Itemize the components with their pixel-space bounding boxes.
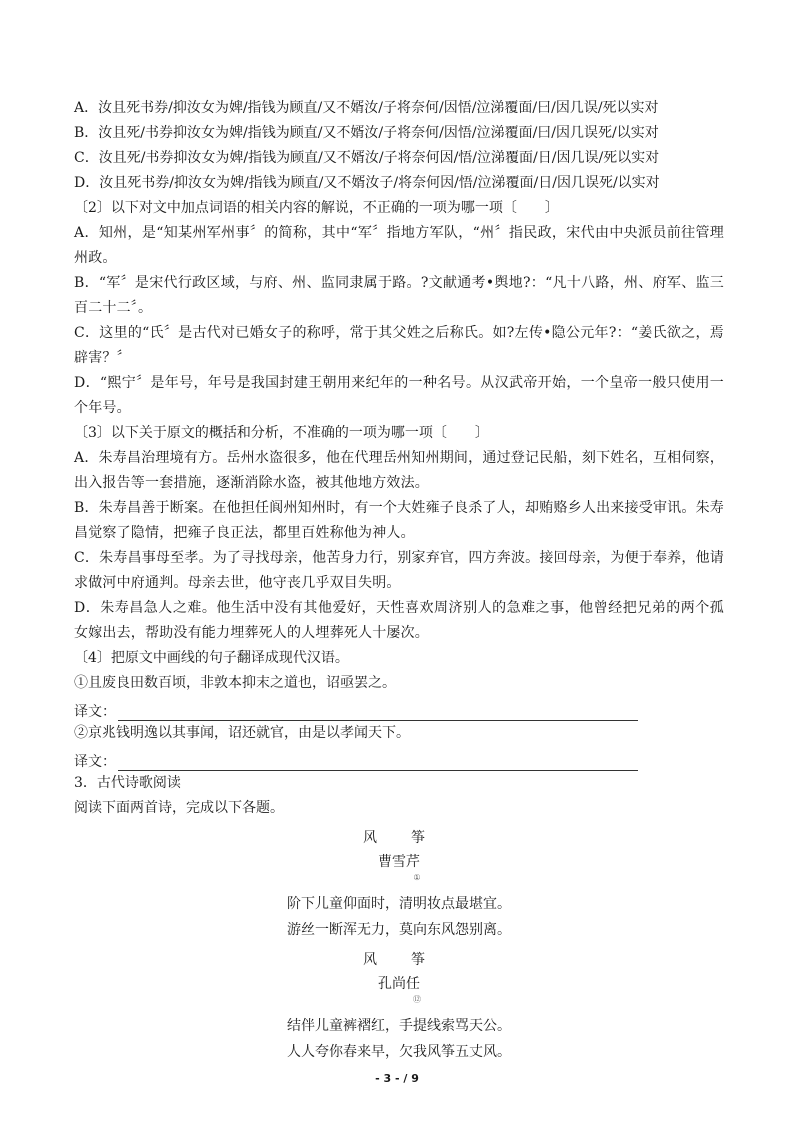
poem-2 xyxy=(74,947,724,1065)
question-3 xyxy=(74,421,724,646)
question-3-option-a: A．朱寿昌治理境有方。岳州水盗很多，他在代理岳州知州期间，通过登记民船，刻下姓名，互相伺察，出入报告等一套措施，逐渐消除水盗，被其他地方效法。 xyxy=(74,450,724,491)
translation-1-field[interactable] xyxy=(118,702,638,721)
translation-2-row xyxy=(74,746,724,771)
option-c: C．汝且死/书券抑汝女为婢/指钱为顾直/又不婿汝/子将奈何因/悟/泣涕覆面/日/因几误/死以实对 xyxy=(74,150,660,166)
poem-1-author: 曹雪芹 xyxy=(378,854,420,870)
question-2-stem: 〔2〕以下对文中加点词语的相关内容的解说，不正确的一项为哪一项〔 〕 xyxy=(74,200,559,216)
question-4 xyxy=(74,646,724,771)
question-2 xyxy=(74,196,724,421)
poem-2-line-2: 人人夸你春来早，欠我风筝五丈风。 xyxy=(287,1044,511,1060)
page-number: - 3 - / 9 xyxy=(375,1072,419,1085)
question-2-option-b: B．“军〞是宋代行政区域，与府、州、监同隶属于路。?文献通考•舆地?：“凡十八路，州、府军、监三百二十二〞。 xyxy=(74,275,724,316)
section-3-instruction: 阅读下面两首诗，完成以下各题。 xyxy=(74,800,284,816)
translation-2-label: 译文： xyxy=(74,754,116,770)
translation-1-label: 译文： xyxy=(74,704,116,720)
poem-1 xyxy=(74,825,724,943)
sentence-2: ②京兆钱明逸以其事闻，诏还就官，由是以孝闻天下。 xyxy=(74,725,410,741)
poem-1-line-1: 阶下儿童仰面时，清明妆点最堪宜。 xyxy=(287,896,511,912)
poem-1-line-2: 游丝一断浑无力，莫向东风怨别离。 xyxy=(287,922,511,938)
poem-1-title: 风 筝 xyxy=(363,830,435,846)
poem-2-author: 孔尚任 xyxy=(378,976,420,992)
translation-1-row xyxy=(74,696,724,721)
question-3-option-b: B．朱寿昌善于断案。在他担任阆州知州时，有一个大姓雍子良杀了人，却贿赂乡人出来接受审讯。朱寿昌觉察了隐情，把雍子良正法，都里百姓称他为神人。 xyxy=(74,500,724,541)
question-3-option-d: D．朱寿昌急人之难。他生活中没有其他爱好，天性喜欢周济别人的急难之事，他曾经把兄弟的两个孤女嫁出去，帮助没有能力埋葬死人的人埋葬死人十屡次。 xyxy=(74,600,724,641)
question-2-option-d: D．“熙宁〞是年号，年号是我国封建王朝用来纪年的一种名号。从汉武帝开始，一个皇帝一般只使用一个年号。 xyxy=(74,375,724,416)
page-content xyxy=(74,96,724,1065)
option-a: A．汝且死书券/抑汝女为婢/指钱为顾直/又不婿汝/子将奈何/因悟/泣涕覆面/曰/因几误/死以实对 xyxy=(74,100,659,116)
sentence-1: ①且废良田数百顷，非敦本抑末之道也，诏亟罢之。 xyxy=(74,675,396,691)
poem-2-title: 风 筝 xyxy=(363,952,435,968)
poem-1-footnote-mark: ① xyxy=(413,873,421,882)
punctuation-options xyxy=(74,96,724,196)
section-3-heading: 3．古代诗歌阅读 xyxy=(74,775,181,791)
section-3 xyxy=(74,771,724,821)
translation-2-field[interactable] xyxy=(118,752,638,771)
question-2-option-c: C．这里的“氏〞是古代对已婚女子的称呼，常于其父姓之后称氏。如?左传•隐公元年?：“姜氏欲之，焉辟害？〞 xyxy=(74,325,724,366)
question-3-option-c: C．朱寿昌事母至孝。为了寻找母亲，他苦身力行，别家弃官，四方奔波。接回母亲，为便于奉养，他请求做河中府通判。母亲去世，他守丧几乎双目失明。 xyxy=(74,550,724,591)
question-3-stem: 〔3〕以下关于原文的概括和分析，不准确的一项为哪一项〔 〕 xyxy=(74,425,489,441)
option-d: D．汝且死书券/抑汝女为婢/指钱为顾直/又不婿汝子/将奈何因/悟/泣涕覆面/日/因几误死/以实对 xyxy=(74,175,660,191)
question-4-stem: 〔4〕把原文中画线的句子翻译成现代汉语。 xyxy=(74,650,349,666)
option-b: B．汝且死/书券抑汝女为婢/指钱为顾直/又不婿汝/子将奈何/因悟/泣涕覆面/曰/因几误死/以实对 xyxy=(74,125,659,141)
poem-2-line-1: 结伴儿童裤褶红，手提线索骂天公。 xyxy=(287,1018,511,1034)
poem-2-footnote-mark: ⑫ xyxy=(413,995,421,1004)
question-2-option-a: A．知州，是“知某州军州事〞的简称，其中“军〞指地方军队，“州〞指民政，宋代由中央派员前往管理州政。 xyxy=(74,225,724,266)
